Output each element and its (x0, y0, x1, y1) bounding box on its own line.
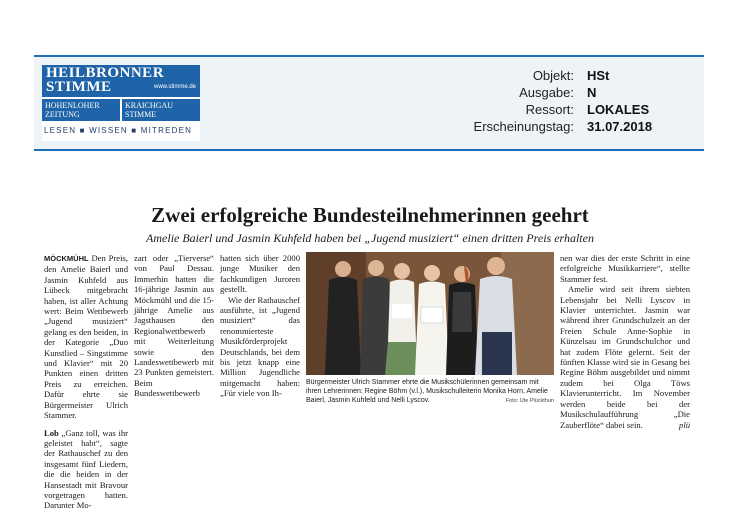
meta-labels (474, 67, 574, 135)
logo-banner (42, 65, 200, 97)
article-paragraph: nen war dies der erste Schritt in eine erfolgreiche Musikkarriere“, stellte Stammer fest. (560, 253, 690, 284)
meta-value-object: HSt (587, 68, 610, 83)
article-headline: Zwei erfolgreiche Bundesteilnehmerinnen geehrt (151, 203, 589, 227)
article-paragraph: Amelie wird seit ihrem siebten Lebensjahr bei Nelli Lyscov in Klavier unterrichtet. Jasmin war während ihrer Grundschulzeit an der Freien Schule Anne-Sophie in Künzelsau im Grundschulchor und hat zudem Flöte gelernt. Seit der fünften Klasse wird sie in Gesang bei Regine Böhm ausgebildet und nimmt zudem bei Olga Töws Klavierunterricht. Im November werden beide bei der Musikschulaufführung „Die Zauberflöte“ dabei sein. (560, 284, 690, 430)
meta-label-edition: Ausgabe: (519, 85, 574, 100)
photo-credit: Foto: Ute Plückthun (505, 398, 554, 404)
article-column-3 (560, 253, 690, 430)
article-column-2 (134, 253, 300, 399)
article-column-1 (44, 253, 128, 511)
article-paragraph: zart oder „Tierverse“ von Paul Dessau. Immerhin hatten die 16-jährige Jasmin aus Möckmühl und die 15-jährige Amelie aus Jagsthausen den Regionalwettbewerb mit Weiterleitung sowie den Landeswettbewerb mit 23 Punkten gemeistert. Beim Bundeswettbewerb hatten sich über 2000 junge Musiker den fachkundigen Juroren gestellt. (134, 253, 300, 399)
logo-sub-right: KRAICHGAU STIMME (122, 99, 200, 121)
article-photo (306, 252, 554, 375)
logo-slogan: LESEN ■ WISSEN ■ MITREDEN (44, 126, 193, 135)
clipping-header (34, 55, 704, 151)
article-paragraph: Den Preis, den Amelie Baierl und Jasmin Kuhfeld aus Lübeck mitgebracht haben, ist aller Achtung wert: Beim Wettbewerb „Jugend musiziert“ gelang es den beiden, in der Kategorie „Duo Kunstlied – Singstimme und Klavier“ mit 20 Punkten einen dritten Preis zu erreichen. Dafür ehrte sie Bürgermeister Ulrich Stammer. (44, 253, 128, 421)
meta-value-section: LOKALES (587, 102, 650, 117)
meta-label-object: Objekt: (532, 68, 574, 83)
meta-values (587, 67, 652, 135)
meta-value-date: 31.07.2018 (587, 119, 653, 134)
article-signature: plü (679, 419, 690, 430)
article-lead-word: Lob (44, 427, 59, 438)
photo-caption: Bürgermeister Ulrich Stammer ehrte die Musikschülerinnen gemeinsam mit ihren Lehrerinnen: Regine Böhm (v.l.), Musikschulleiterin Monika Horn, Amelie Baierl, Jasmin Kuhfeld und Nelli Lyscov. (306, 379, 548, 404)
article-subheadline: Amelie Baierl und Jasmin Kuhfeld haben bei „Jugend musiziert“ einen dritten Preis erhalten (146, 231, 594, 245)
newspaper-logo (42, 65, 200, 141)
logo-url: www.stimme.de (153, 84, 196, 90)
logo-sub-left: HOHENLOHER ZEITUNG (42, 99, 120, 121)
article-paragraph: „Ganz toll, was ihr geleistet habt“, sagte der Rathauschef zu den insgesamt fünf Liedern, die die beiden in der Hansestadt mit Bravour vorgetragen hatten. Darunter Mo- (44, 427, 128, 511)
meta-label-section: Ressort: (525, 102, 574, 117)
article-paragraph: Wie der Rathauschef ausführte, ist „Jugend musiziert“ das renommierteste Musikförderprojekt Deutschlands, bei dem bis jetzt knapp eine Million Jugendliche mitgemacht haben: „Für viele von Ih- (220, 294, 300, 399)
logo-name: HEILBRONNER STIMME (46, 65, 165, 95)
article-dateline: MÖCKMÜHL (44, 254, 89, 263)
meta-value-edition: N (587, 85, 597, 100)
meta-label-date: Erscheinungstag: (473, 119, 574, 134)
